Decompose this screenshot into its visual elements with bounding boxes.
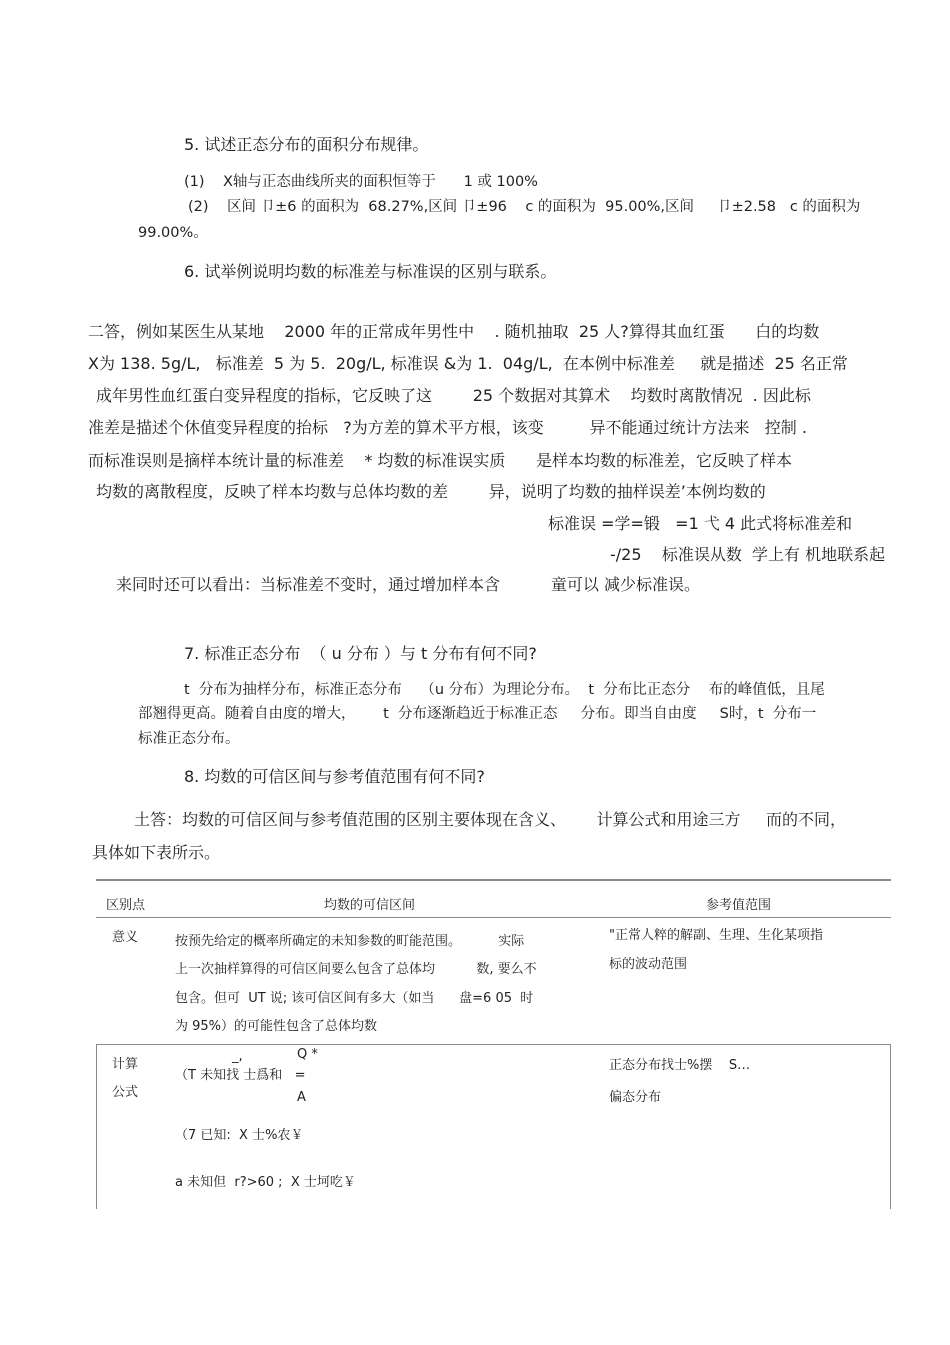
row-formula-ref-line: 正态分布找士%摆 S… (609, 1058, 751, 1073)
q7-title: 7. 标准正态分布 （ u 分布 ）与 t 分布有何不同? (184, 644, 537, 663)
row-formula-ci-symbol: A (297, 1090, 306, 1105)
row-meaning-ref-line: "正常人粹的解副、生理、生化某项指 (609, 928, 823, 943)
row-meaning-ci-line: 包含。但可 UT 说; 该可信区间有多大（如当 盘=6 05 时 (175, 991, 534, 1006)
table-right-border (890, 1044, 891, 1209)
q6-answer-line: 标准误 =学=锻 =1 弋 4 此式将标准差和 (548, 514, 853, 533)
table-header-reference-range: 参考值范围 (706, 898, 772, 913)
row-formula-label: 计算 (112, 1057, 139, 1072)
q7-answer-line: t 分布为抽样分布，标准正态分布 （u 分布）为理论分布。 t 分布比正态分 布的峰值低，且尾 (184, 682, 825, 698)
q6-answer-line: X为 138. 5g/L, 标准差 5 为 5. 20g/L, 标准误 &为 1. 04g/L, 在本例中标准差 就是描述 25 名正常 (88, 354, 848, 373)
q5-item-2: (2) 区间 卩±6 的面积为 68.27%,区间 卩±96 c 的面积为 95.00%,区间 卩±2.58 c 的面积为 (188, 199, 861, 215)
q5-title: 5. 试述正态分布的面积分布规律。 (184, 135, 429, 154)
q6-answer-line: 而标准误则是摘样本统计量的标准差 * 均数的标准误实质 是样本均数的标准差，它反映了样本 (88, 451, 792, 470)
row-meaning-ci-line: 上一次抽样算得的可信区间要么包含了总体均 数, 要么不 (175, 962, 537, 977)
q6-answer-line: 成年男性血红蛋白变异程度的指标，它反映了这 25 个数据对其算术 均数时离散情况 . 因此标 (96, 386, 811, 405)
row-formula-ci-symbol: Q * (297, 1047, 318, 1062)
table-row-rule (96, 1044, 891, 1045)
row-formula-ci-line: （T 未知找 士爲和 = (175, 1068, 306, 1083)
q8-title: 8. 均数的可信区间与参考值范围有何不同? (184, 767, 485, 786)
q6-answer-line: 均数的离散程度，反映了样本均数与总体均数的差 异，说明了均数的抽样误差’本例均数的 (96, 482, 766, 501)
q7-answer-line: 部翘得更高。随着自由度的增大， t 分布逐渐趋近于标准正态 分布。即当自由度 S时，t 分布一 (138, 706, 817, 722)
q6-answer-line: 二答，例如某医生从某地 2000 年的正常成年男性中 . 随机抽取 25 人?算得其血红蛋 白的均数 (88, 322, 820, 341)
row-formula-ci-line: a 未知但 r?>60 ; X 士坷吃￥ (175, 1175, 356, 1190)
table-header-rule (96, 917, 891, 918)
row-formula-label: 公式 (112, 1085, 139, 1100)
row-formula-ci-symbol: _, (232, 1049, 243, 1064)
q5-item-1: (1) X轴与正态曲线所夹的面积恒等于 1 或 100% (184, 174, 538, 190)
q8-answer-line: 具体如下表所示。 (92, 843, 221, 862)
table-top-rule (96, 879, 891, 881)
table-header-criterion: 区别点 (106, 898, 146, 913)
row-formula-ci-line: （7 已知: X 士%农￥ (175, 1128, 304, 1143)
q6-answer-line: 准差是描述个休值变异程度的抬标 ?为方差的算术平方根，该变 异不能通过统计方法来 控制 . (88, 418, 807, 437)
q5-item-2-cont: 99.00%。 (138, 225, 208, 241)
row-formula-ref-line: 偏态分布 (609, 1090, 662, 1105)
table-left-border (96, 1044, 97, 1209)
q6-answer-line: 来同时还可以看出：当标准差不变时，通过增加样本含 童可以 减少标准误。 (116, 575, 700, 594)
row-meaning-ci-line: 为 95%）的可能性包含了总体均数 (175, 1019, 378, 1034)
row-meaning-ref-line: 标的波动范围 (609, 957, 688, 972)
row-meaning-label: 意义 (112, 930, 139, 945)
table-header-confidence-interval: 均数的可信区间 (324, 898, 416, 913)
row-meaning-ci-line: 按预先给定的概率所确定的未知参数的町能范围。 实际 (175, 934, 525, 949)
q7-answer-line: 标准正态分布。 (138, 731, 240, 747)
q8-answer-line: 土答：均数的可信区间与参考值范围的区别主要体现在含义、 计算公式和用途三方 而的不同， (134, 810, 846, 829)
q6-title: 6. 试举例说明均数的标准差与标准误的区别与联系。 (184, 262, 557, 281)
q6-answer-line: -/25 标准误从数 学上有 机地联系起 (610, 545, 886, 564)
